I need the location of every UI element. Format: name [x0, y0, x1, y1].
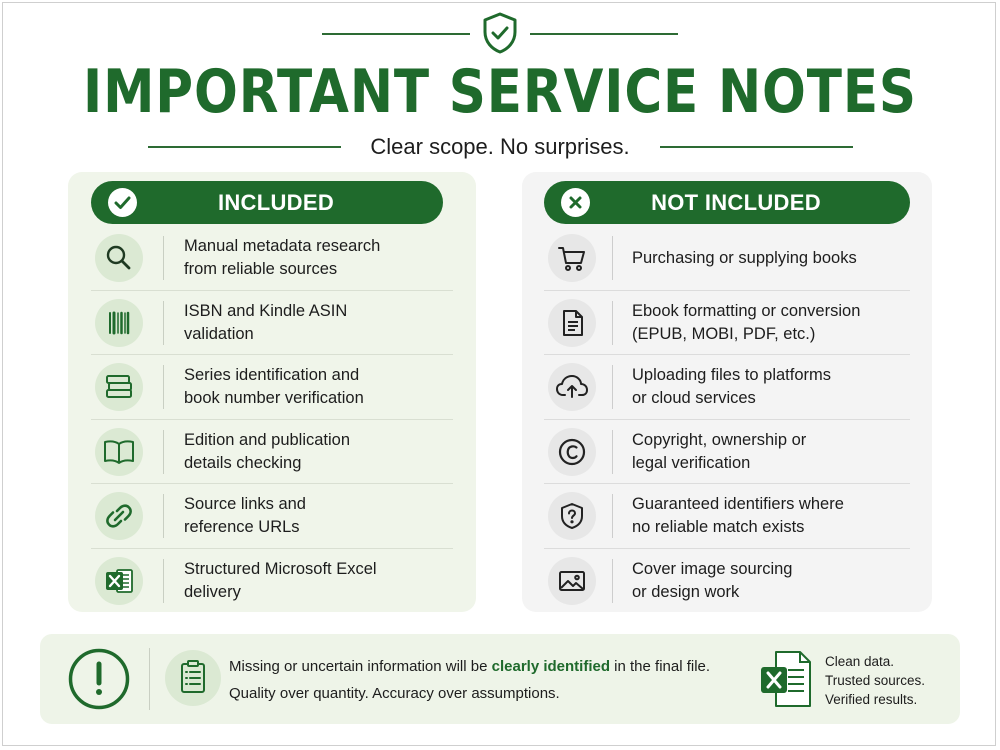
divider: [163, 365, 164, 409]
list-item: [91, 420, 453, 485]
divider: [163, 430, 164, 474]
barcode-icon: [95, 299, 143, 347]
divider: [612, 494, 613, 538]
item-text: Ebook formatting or conversion (EPUB, MOBI, PDF, etc.): [632, 301, 861, 343]
link-icon: [95, 492, 143, 540]
divider: [149, 648, 150, 710]
page-title: IMPORTANT SERVICE NOTES: [83, 57, 917, 127]
shield-check-icon: [482, 12, 518, 54]
not-included-header: [544, 181, 910, 224]
list-item: [544, 549, 910, 614]
summary-line: Verified results.: [825, 692, 918, 707]
summary-line: Clean data.: [825, 654, 895, 669]
list-item: [544, 484, 910, 549]
clipboard-list-icon: [165, 650, 221, 706]
cloud-upload-icon: [548, 363, 596, 411]
list-item: [91, 355, 453, 420]
item-text: Guaranteed identifiers where no reliable match exists: [632, 495, 844, 536]
item-text: ISBN and Kindle ASIN validation: [184, 301, 348, 343]
divider: [612, 430, 613, 474]
page-subtitle: Clear scope. No surprises.: [370, 134, 630, 159]
footer-tagline: Quality over quantity. Accuracy over assumptions.: [229, 685, 560, 702]
search-icon: [95, 234, 143, 282]
footer-text-end: in the final file.: [610, 658, 711, 675]
item-text: Source links and reference URLs: [184, 495, 306, 536]
books-stack-icon: [95, 363, 143, 411]
item-text: Series identification and book number verification: [184, 366, 364, 407]
included-header: [91, 181, 443, 224]
included-list: [91, 226, 453, 613]
divider: [163, 236, 164, 280]
not-included-label: NOT INCLUDED: [651, 190, 821, 215]
divider: [612, 559, 613, 603]
not-included-list: [544, 226, 910, 613]
footer-message: [229, 656, 710, 678]
item-text: Copyright, ownership or legal verification: [632, 430, 807, 472]
list-item: [544, 226, 910, 291]
divider: [612, 236, 613, 280]
list-item: [544, 291, 910, 356]
header-rule-right: [530, 33, 678, 35]
divider: [163, 559, 164, 603]
list-item: [91, 484, 453, 549]
item-text: Manual metadata research from reliable sources: [184, 237, 381, 278]
list-item: [544, 355, 910, 420]
footer-highlight: clearly identified: [491, 658, 610, 675]
list-item: [544, 420, 910, 485]
summary-line: Trusted sources.: [825, 673, 926, 688]
list-item: [91, 549, 453, 614]
divider: [163, 301, 164, 345]
image-icon: [548, 557, 596, 605]
divider: [163, 494, 164, 538]
document-icon: [548, 299, 596, 347]
divider: [612, 365, 613, 409]
shield-question-icon: [548, 492, 596, 540]
cart-icon: [548, 234, 596, 282]
footer-summary: [825, 652, 925, 709]
list-item: [91, 226, 453, 291]
item-text: Uploading files to platforms or cloud services: [632, 366, 832, 407]
exclamation-circle-icon: [68, 648, 130, 710]
excel-icon: [95, 557, 143, 605]
footer-text-start: Missing or uncertain information will be: [229, 658, 492, 675]
excel-file-icon: [758, 648, 814, 710]
item-text: Structured Microsoft Excel delivery: [184, 559, 377, 601]
header-rule-left: [322, 33, 470, 35]
included-label: INCLUDED: [217, 190, 335, 215]
item-text: Cover image sourcing or design work: [632, 559, 793, 601]
open-book-icon: [95, 428, 143, 476]
divider: [612, 301, 613, 345]
item-text: Purchasing or supplying books: [632, 248, 857, 267]
copyright-icon: [548, 428, 596, 476]
list-item: [91, 291, 453, 356]
item-text: Edition and publication details checking: [184, 430, 351, 472]
